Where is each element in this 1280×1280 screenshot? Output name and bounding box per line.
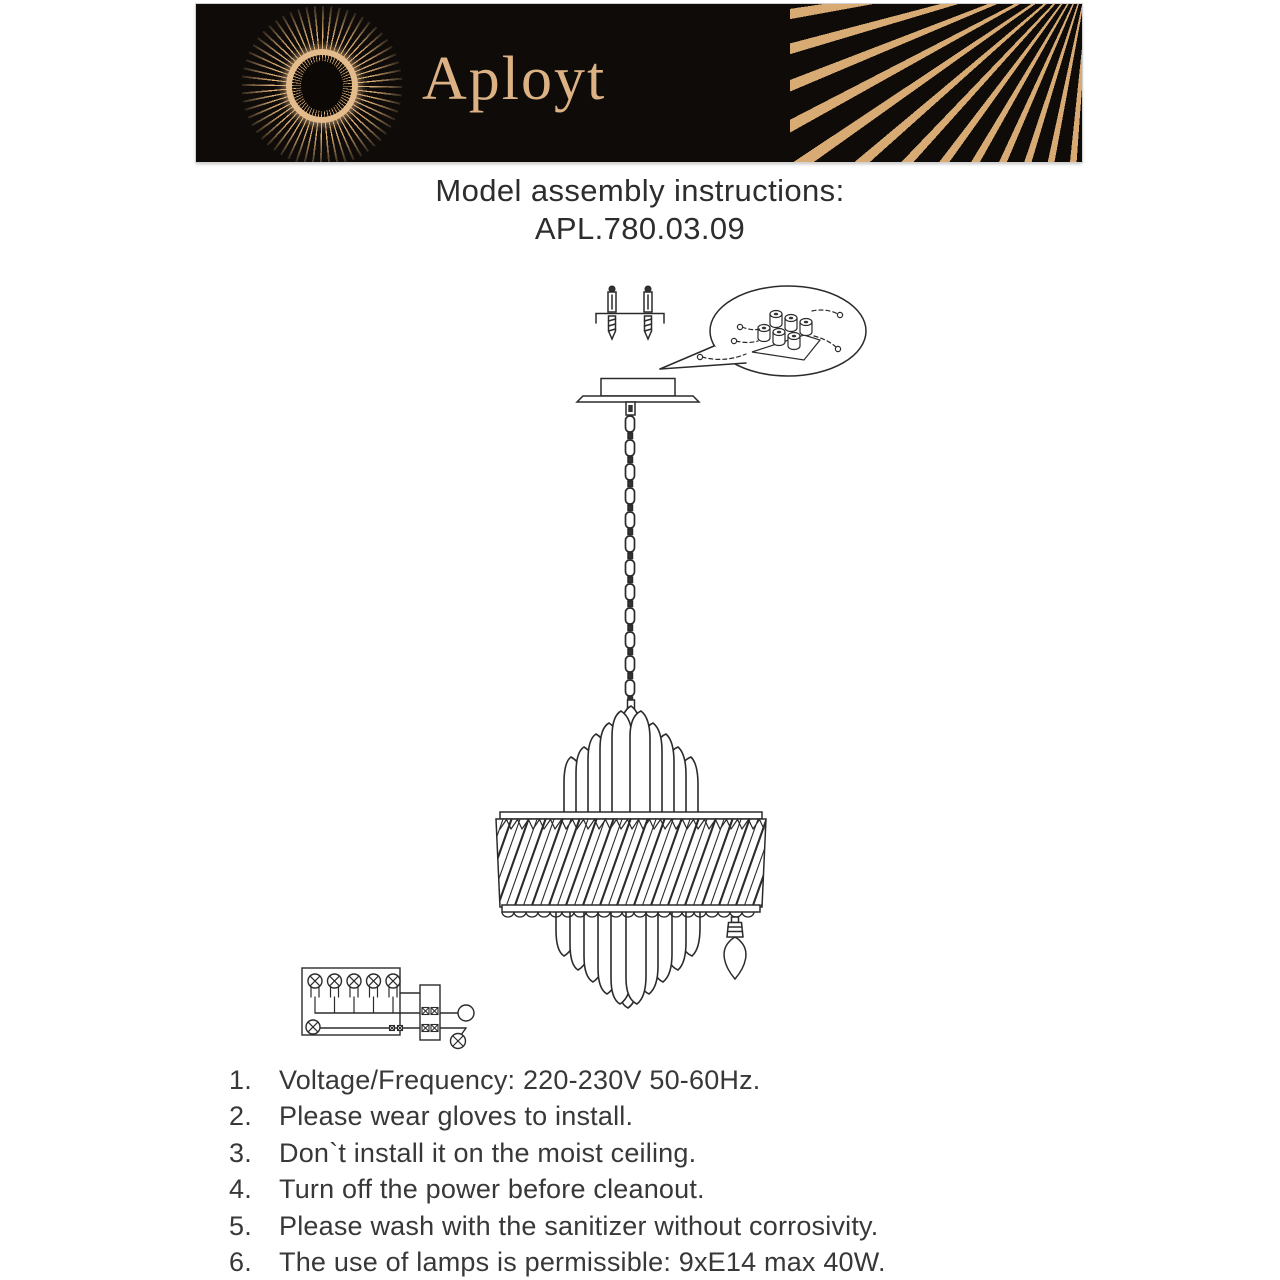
terminal-barrel xyxy=(770,311,782,328)
bottom-crystals xyxy=(556,908,700,1008)
title-heading: Model assembly instructions: xyxy=(435,173,845,208)
instruction-item-6 xyxy=(229,1244,886,1280)
model-code: APL.780.03.09 xyxy=(534,211,746,246)
terminal-barrel xyxy=(785,315,797,332)
instruction-item-5 xyxy=(229,1208,886,1244)
ceiling-canopy xyxy=(577,379,699,416)
top-rim xyxy=(500,812,762,819)
brand-name: Aployt xyxy=(422,44,607,113)
terminal-barrel xyxy=(773,329,785,346)
item-text: Turn off the power before cleanout. xyxy=(279,1174,705,1205)
callout-bubble xyxy=(660,286,866,376)
instruction-item-1 xyxy=(229,1062,886,1098)
anchor-screw xyxy=(608,286,616,339)
item-number: 4. xyxy=(229,1174,252,1205)
terminal-barrel xyxy=(758,325,770,342)
item-text: Please wash with the sanitizer without corrosivity. xyxy=(279,1210,879,1241)
item-text: Please wear gloves to install. xyxy=(279,1101,634,1132)
chain xyxy=(626,416,635,703)
instruction-item-4 xyxy=(229,1171,886,1207)
bottom-rim xyxy=(502,905,760,912)
anchor-screw xyxy=(644,286,652,339)
instruction-item-2 xyxy=(229,1098,886,1134)
mounting-bracket xyxy=(596,286,664,339)
wiring-diagram xyxy=(302,968,474,1049)
item-number: 5. xyxy=(229,1210,252,1241)
crown-crystals xyxy=(564,706,698,814)
instruction-item-3 xyxy=(229,1135,886,1171)
item-text: Voltage/Frequency: 220-230V 50-60Hz. xyxy=(279,1065,761,1095)
item-number: 2. xyxy=(229,1101,252,1132)
item-number: 6. xyxy=(229,1247,252,1278)
item-number: 3. xyxy=(229,1137,252,1168)
item-number: 1. xyxy=(229,1065,252,1095)
instruction-list xyxy=(229,1062,886,1280)
item-text: The use of lamps is permissible: 9xE14 max 40W. xyxy=(279,1247,886,1278)
item-text: Don`t install it on the moist ceiling. xyxy=(279,1137,697,1168)
terminal-barrel xyxy=(788,333,800,350)
terminal-barrel xyxy=(800,319,812,336)
spare-bulb xyxy=(724,917,746,979)
